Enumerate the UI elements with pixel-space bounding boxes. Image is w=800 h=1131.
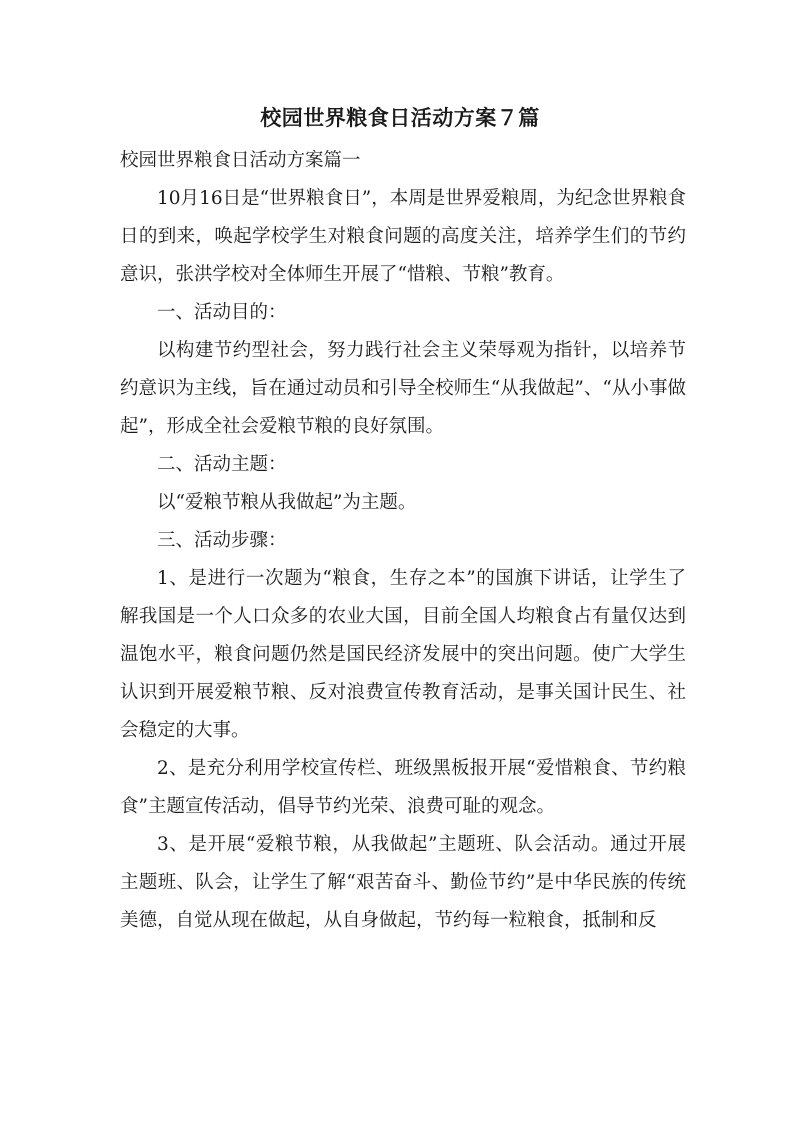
paragraph: 10月16日是“世界粮食日”，本周是世界爱粮周，为纪念世界粮食日的到来，唤起学校学生对粮食问题的高度关注，培养学生们的节约意识，张洪学校对全体师生开展了“惜粮、节粮”教育。 (120, 188, 686, 285)
paragraph: 1、是进行一次题为“粮食，生存之本”的国旗下讲话，让学生了解我国是一个人口众多的农业大国，目前全国人均粮食占有量仅达到温饱水平，粮食问题仍然是国民经济发展中的突出问题。使广大学生认识到开展爱粮节粮、反对浪费宣传教育活动，是事关国计民生、社会稳定的大事。 (120, 568, 686, 741)
paragraph: 三、活动步骤： (157, 530, 287, 551)
section-heading: 校园世界粮食日活动方案篇一 (120, 150, 361, 171)
paragraph: 3、是开展“爱粮节粮，从我做起”主题班、队会活动。通过开展主题班、队会，让学生了解“艰苦奋斗、勤俭节约”是中华民族的传统美德，自觉从现在做起，从自身做起，节约每一粒粮食，抵制和反 (120, 834, 686, 931)
paragraph: 一、活动目的： (157, 302, 287, 323)
document-body (120, 142, 686, 940)
paragraph: 二、活动主题： (157, 454, 287, 475)
paragraph: 2、是充分利用学校宣传栏、班级黑板报开展“爱惜粮食、节约粮食”主题宣传活动，倡导节约光荣、浪费可耻的观念。 (120, 758, 686, 817)
paragraph: 以“爱粮节粮从我做起”为主题。 (157, 492, 417, 513)
paragraph: 以构建节约型社会，努力践行社会主义荣辱观为指针，以培养节约意识为主线，旨在通过动员和引导全校师生“从我做起”、“从小事做起”，形成全社会爱粮节粮的良好氛围。 (120, 340, 686, 437)
document-title: 校园世界粮食日活动方案７篇 (260, 105, 540, 130)
